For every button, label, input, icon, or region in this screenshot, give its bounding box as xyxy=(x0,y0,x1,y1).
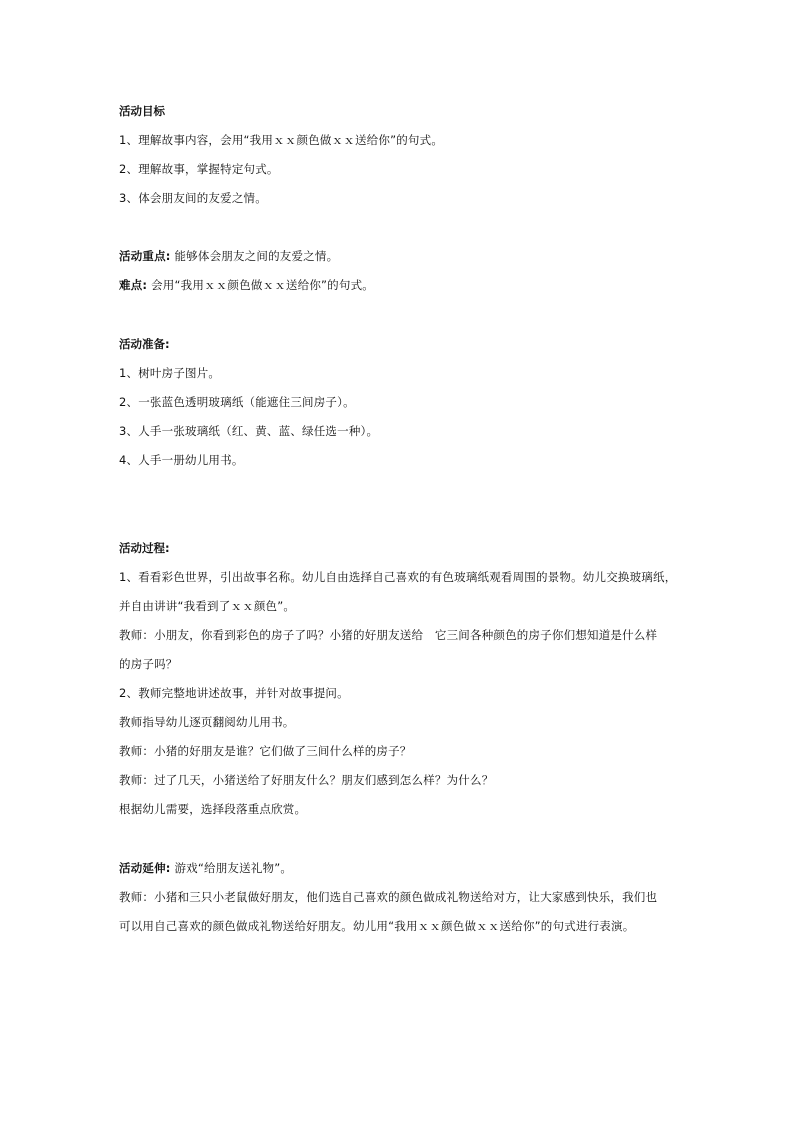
process-section xyxy=(119,534,679,824)
extension-label: 活动延伸: xyxy=(119,861,171,875)
goals-section xyxy=(119,97,679,213)
goal-item: 2、理解故事，掌握特定句式。 xyxy=(119,162,279,176)
difficulty-text: 会用“我用ｘｘ颜色做ｘｘ送给你”的句式。 xyxy=(147,278,374,292)
process-step-1-line-2: 并自由讲讲“我看到了ｘｘ颜色”。 xyxy=(119,599,296,613)
teacher-question-1-line-1: 教师：小朋友，你看到彩色的房子了吗？小猪的好朋友送给 它三间各种颜色的房子你们想知道是什么样 xyxy=(119,628,658,642)
extension-line xyxy=(119,854,679,883)
preparation-section xyxy=(119,330,679,475)
difficulty-label: 难点: xyxy=(119,278,148,292)
extension-teacher-line-1: 教师：小猪和三只小老鼠做好朋友，他们选自己喜欢的颜色做成礼物送给对方，让大家感到快乐，我们也 xyxy=(119,890,658,904)
preparation-item: 3、人手一张玻璃纸（红、黄、蓝、绿任选一种）。 xyxy=(119,424,379,438)
teacher-question-2: 教师：小猪的好朋友是谁？它们做了三间什么样的房子？ xyxy=(119,744,412,758)
extension-teacher-line-2: 可以用自己喜欢的颜色做成礼物送给好朋友。幼儿用“我用ｘｘ颜色做ｘｘ送给你”的句式进行表演。 xyxy=(119,919,635,933)
teacher-question-3: 教师：过了几天，小猪送给了好朋友什么？朋友们感到怎么样？为什么？ xyxy=(119,773,494,787)
extension-text: 游戏“给朋友送礼物”。 xyxy=(170,861,293,875)
goal-item: 1、理解故事内容，会用“我用ｘｘ颜色做ｘｘ送给你”的句式。 xyxy=(119,133,444,147)
teacher-guide: 教师指导幼儿逐页翻阅幼儿用书。 xyxy=(119,715,295,729)
goal-item: 3、体会朋友间的友爱之情。 xyxy=(119,191,267,205)
key-point-line xyxy=(119,242,679,271)
teacher-question-1-line-2: 的房子吗？ xyxy=(119,657,178,671)
preparation-item: 2、一张蓝色透明玻璃纸（能遮住三间房子）。 xyxy=(119,395,355,409)
key-point-label: 活动重点: xyxy=(119,249,171,263)
process-step-1-line-1: 1、看看彩色世界，引出故事名称。幼儿自由选择自己喜欢的有色玻璃纸观看周围的景物。幼儿交换玻璃纸， xyxy=(119,570,677,584)
preparation-item: 4、人手一册幼儿用书。 xyxy=(119,453,244,467)
process-step-2: 2、教师完整地讲述故事，并针对故事提问。 xyxy=(119,686,349,700)
preparation-heading: 活动准备: xyxy=(119,337,170,351)
difficulty-line xyxy=(119,271,679,300)
goals-heading: 活动目标 xyxy=(119,104,165,118)
key-point-text: 能够体会朋友之间的友爱之情。 xyxy=(170,249,339,263)
preparation-item: 1、树叶房子图片。 xyxy=(119,366,221,380)
process-heading: 活动过程: xyxy=(119,541,170,555)
extension-section xyxy=(119,854,679,941)
appreciation-note: 根据幼儿需要，选择段落重点欣赏。 xyxy=(119,802,307,816)
focus-section xyxy=(119,242,679,300)
